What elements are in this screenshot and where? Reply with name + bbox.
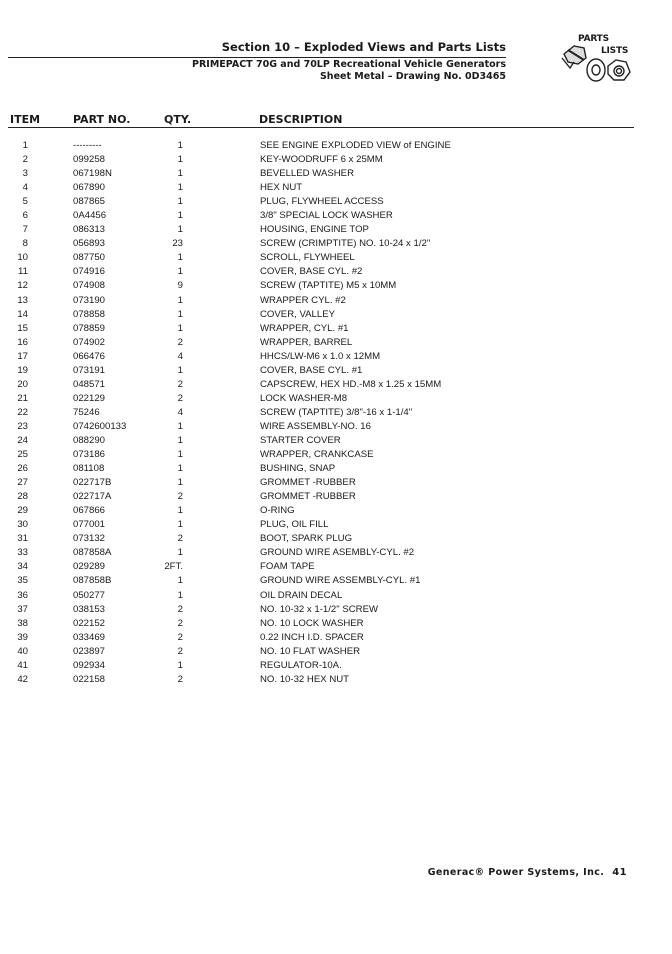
part-description: SCROLL, FLYWHEEL (260, 252, 355, 264)
quantity: 1 (177, 420, 183, 432)
item-number: 17 (17, 350, 28, 362)
quantity: 1 (177, 364, 183, 376)
item-number: 14 (17, 308, 28, 320)
table-row (0, 504, 672, 518)
part-number: 023897 (73, 645, 106, 657)
quantity: 2 (177, 392, 183, 404)
part-description: GROUND WIRE ASSEMBLY-CYL. #1 (260, 575, 421, 587)
table-row (0, 589, 672, 603)
quantity: 1 (177, 463, 183, 475)
part-number: 088290 (73, 434, 106, 446)
drawing-number: Sheet Metal – Drawing No. 0D3465 (319, 71, 506, 82)
table-row (0, 574, 672, 588)
part-description: FOAM TAPE (260, 561, 315, 573)
quantity: 1 (177, 210, 183, 222)
item-number: 10 (17, 252, 28, 264)
part-description: 3/8" SPECIAL LOCK WASHER (260, 210, 393, 222)
part-description: WIRE ASSEMBLY-NO. 16 (260, 420, 371, 432)
quantity: 1 (177, 168, 183, 180)
item-number: 42 (17, 673, 28, 685)
part-number: 074908 (73, 280, 106, 292)
part-description: REGULATOR-10A. (260, 659, 342, 671)
quantity: 1 (177, 154, 183, 166)
part-number: 074916 (73, 266, 106, 278)
part-description: WRAPPER, CYL. #1 (260, 322, 349, 334)
logo-text-parts: PARTS (578, 34, 609, 44)
item-number: 11 (18, 266, 28, 278)
part-number: 067866 (73, 505, 106, 517)
quantity: 1 (177, 308, 183, 320)
table-row (0, 209, 672, 223)
part-description: 0.22 INCH I.D. SPACER (260, 631, 364, 643)
column-header-item: ITEM (10, 113, 41, 126)
part-description: BUSHING, SNAP (260, 463, 336, 475)
section-title: Section 10 – Exploded Views and Parts Lists (221, 40, 506, 54)
part-description: PLUG, FLYWHEEL ACCESS (260, 196, 384, 208)
part-number: 073190 (73, 294, 106, 306)
part-description: COVER, BASE CYL. #2 (260, 266, 363, 278)
part-number: 033469 (73, 631, 106, 643)
item-number: 41 (17, 659, 28, 671)
item-number: 37 (17, 603, 28, 615)
item-number: 12 (17, 280, 28, 292)
item-number: 31 (17, 533, 28, 545)
part-description: BEVELLED WASHER (260, 168, 355, 180)
part-description: COVER, VALLEY (260, 308, 336, 320)
part-number: 0A4456 (73, 210, 107, 222)
table-row (0, 322, 672, 336)
part-description: OIL DRAIN DECAL (260, 589, 343, 601)
quantity: 1 (177, 252, 183, 264)
quantity: 1 (177, 449, 183, 461)
quantity: 1 (177, 196, 183, 208)
company-name: Generac® Power Systems, Inc. (427, 867, 605, 878)
table-row (0, 406, 672, 420)
item-number: 5 (22, 196, 28, 208)
part-number: 056893 (73, 238, 106, 250)
table-row (0, 448, 672, 462)
part-number: 048571 (73, 378, 106, 390)
part-number: 022129 (73, 392, 106, 404)
part-number: 078859 (73, 322, 106, 334)
table-row (0, 617, 672, 631)
item-number: 13 (17, 294, 28, 306)
table-row (0, 490, 672, 504)
item-number: 23 (17, 420, 28, 432)
part-number: 086313 (73, 224, 106, 236)
item-number: 39 (17, 631, 28, 643)
part-number: 038153 (73, 603, 106, 615)
header-rule (8, 57, 506, 58)
part-number: 029289 (73, 561, 106, 573)
item-number: 19 (17, 364, 28, 376)
part-number: 081108 (73, 463, 105, 475)
item-number: 36 (17, 589, 28, 601)
table-row (0, 603, 672, 617)
part-description: STARTER COVER (260, 434, 341, 446)
table-row (0, 153, 672, 167)
table-row (0, 560, 672, 574)
part-description: PLUG, OIL FILL (260, 519, 329, 531)
table-row (0, 364, 672, 378)
item-number: 28 (17, 491, 28, 503)
quantity: 2 (177, 645, 183, 657)
quantity: 2 (177, 533, 183, 545)
table-row (0, 223, 672, 237)
part-number: 078858 (73, 308, 106, 320)
part-number: 073191 (73, 364, 106, 376)
part-description: NO. 10-32 x 1-1/2" SCREW (260, 603, 379, 615)
quantity: 4 (177, 350, 183, 362)
page-number: 41 (612, 867, 627, 878)
quantity: 23 (172, 238, 183, 250)
part-description: GROMMET -RUBBER (260, 477, 356, 489)
part-number: 022717A (73, 491, 112, 503)
page-footer (428, 867, 627, 878)
table-row (0, 336, 672, 350)
item-number: 6 (22, 210, 28, 222)
part-number: 75246 (73, 406, 100, 418)
part-description: HHCS/LW-M6 x 1.0 x 12MM (260, 350, 381, 362)
item-number: 8 (22, 238, 28, 250)
quantity: 1 (177, 477, 183, 489)
table-row (0, 476, 672, 490)
item-number: 22 (17, 406, 28, 418)
part-number: 022717B (73, 477, 112, 489)
quantity: 2 (177, 617, 183, 629)
quantity: 1 (177, 224, 183, 236)
table-row (0, 265, 672, 279)
table-row (0, 350, 672, 364)
part-number: 073186 (73, 449, 106, 461)
column-header-qty: QTY. (164, 113, 192, 126)
item-number: 29 (17, 505, 28, 517)
part-number: 087750 (73, 252, 106, 264)
quantity: 2 (177, 603, 183, 615)
item-number: 16 (17, 336, 28, 348)
part-description: COVER, BASE CYL. #1 (260, 364, 363, 376)
column-header-rule (8, 127, 634, 128)
table-row (0, 195, 672, 209)
part-number: 077001 (73, 519, 106, 531)
item-number: 1 (22, 140, 28, 151)
table-row (0, 378, 672, 392)
logo-text-lists: LISTS (601, 46, 629, 56)
part-number: 0742600133 (73, 420, 127, 432)
quantity: 2 (177, 631, 183, 643)
quantity: 1 (177, 266, 183, 278)
part-number: 066476 (73, 350, 106, 362)
table-row (0, 659, 672, 673)
table-row (0, 673, 672, 687)
item-number: 27 (17, 477, 28, 489)
part-description: GROUND WIRE ASEMBLY-CYL. #2 (260, 547, 415, 559)
item-number: 7 (22, 224, 28, 236)
item-number: 35 (17, 575, 28, 587)
part-number: 087865 (73, 196, 106, 208)
part-number: 099258 (73, 154, 106, 166)
table-row (0, 294, 672, 308)
part-description: WRAPPER, CRANKCASE (260, 449, 374, 461)
table-row (0, 645, 672, 659)
item-number: 21 (17, 392, 28, 404)
item-number: 20 (17, 378, 28, 390)
item-number: 34 (17, 561, 28, 573)
item-number: 3 (22, 168, 28, 180)
part-description: KEY-WOODRUFF 6 x 25MM (260, 154, 383, 166)
part-description: SEE ENGINE EXPLODED VIEW of ENGINE (260, 140, 451, 151)
quantity: 4 (177, 406, 183, 418)
item-number: 4 (22, 182, 28, 194)
quantity: 1 (177, 505, 183, 517)
quantity: 1 (177, 575, 183, 587)
part-description: WRAPPER, BARREL (260, 336, 353, 348)
table-row (0, 631, 672, 645)
item-number: 30 (17, 519, 28, 531)
quantity: 2 (177, 378, 183, 390)
table-row (0, 279, 672, 293)
part-number: --------- (73, 140, 102, 151)
quantity: 2 (177, 336, 183, 348)
quantity: 1 (177, 140, 183, 151)
table-row (0, 237, 672, 251)
quantity: 2FT. (164, 561, 183, 573)
part-number: 022152 (73, 617, 106, 629)
quantity: 1 (177, 434, 183, 446)
table-row (0, 462, 672, 476)
table-row (0, 308, 672, 322)
table-row (0, 434, 672, 448)
part-description: HOUSING, ENGINE TOP (260, 224, 369, 236)
document-subtitle: PRIMEPACT 70G and 70LP Recreational Vehicle Generators (192, 59, 506, 70)
quantity: 1 (177, 322, 183, 334)
part-number: 092934 (73, 659, 106, 671)
quantity: 9 (177, 280, 183, 292)
part-number: 073132 (73, 533, 106, 545)
part-description: O-RING (260, 505, 295, 517)
quantity: 1 (177, 182, 183, 194)
part-description: NO. 10 LOCK WASHER (260, 617, 364, 629)
table-row (0, 420, 672, 434)
part-description: HEX NUT (260, 182, 303, 194)
item-number: 2 (22, 154, 28, 166)
quantity: 1 (177, 659, 183, 671)
part-number: 074902 (73, 336, 106, 348)
part-description: CAPSCREW, HEX HD.-M8 x 1.25 x 15MM (260, 378, 442, 390)
item-number: 24 (17, 434, 28, 446)
table-row (0, 518, 672, 532)
column-header-part-no: PART NO. (73, 113, 131, 126)
part-description: GROMMET -RUBBER (260, 491, 356, 503)
part-number: 050277 (73, 589, 106, 601)
table-row (0, 546, 672, 560)
part-number: 087858B (73, 575, 112, 587)
item-number: 25 (17, 449, 28, 461)
parts-list (0, 139, 672, 687)
part-number: 067198N (73, 168, 112, 180)
part-number: 067890 (73, 182, 106, 194)
table-row (0, 167, 672, 181)
table-row (0, 392, 672, 406)
quantity: 1 (177, 589, 183, 601)
part-description: SCREW (CRIMPTITE) NO. 10-24 x 1/2" (260, 238, 431, 250)
item-number: 33 (17, 547, 28, 559)
table-row (0, 181, 672, 195)
part-description: NO. 10-32 HEX NUT (260, 673, 350, 685)
part-description: SCREW (TAPTITE) 3/8"-16 x 1-1/4" (260, 406, 413, 418)
quantity: 2 (177, 491, 183, 503)
part-description: BOOT, SPARK PLUG (260, 533, 353, 545)
quantity: 1 (177, 294, 183, 306)
table-row (0, 532, 672, 546)
part-description: WRAPPER CYL. #2 (260, 294, 346, 306)
item-number: 26 (17, 463, 28, 475)
column-header-description: DESCRIPTION (259, 113, 343, 126)
item-number: 40 (17, 645, 28, 657)
item-number: 15 (17, 322, 28, 334)
part-description: NO. 10 FLAT WASHER (260, 645, 361, 657)
quantity: 1 (177, 519, 183, 531)
table-row (0, 251, 672, 265)
quantity: 2 (177, 673, 183, 685)
part-description: LOCK WASHER-M8 (260, 392, 348, 404)
part-number: 022158 (73, 673, 106, 685)
part-number: 087858A (73, 547, 112, 559)
item-number: 38 (17, 617, 28, 629)
part-description: SCREW (TAPTITE) M5 x 10MM (260, 280, 397, 292)
table-row (0, 139, 672, 153)
quantity: 1 (177, 547, 183, 559)
